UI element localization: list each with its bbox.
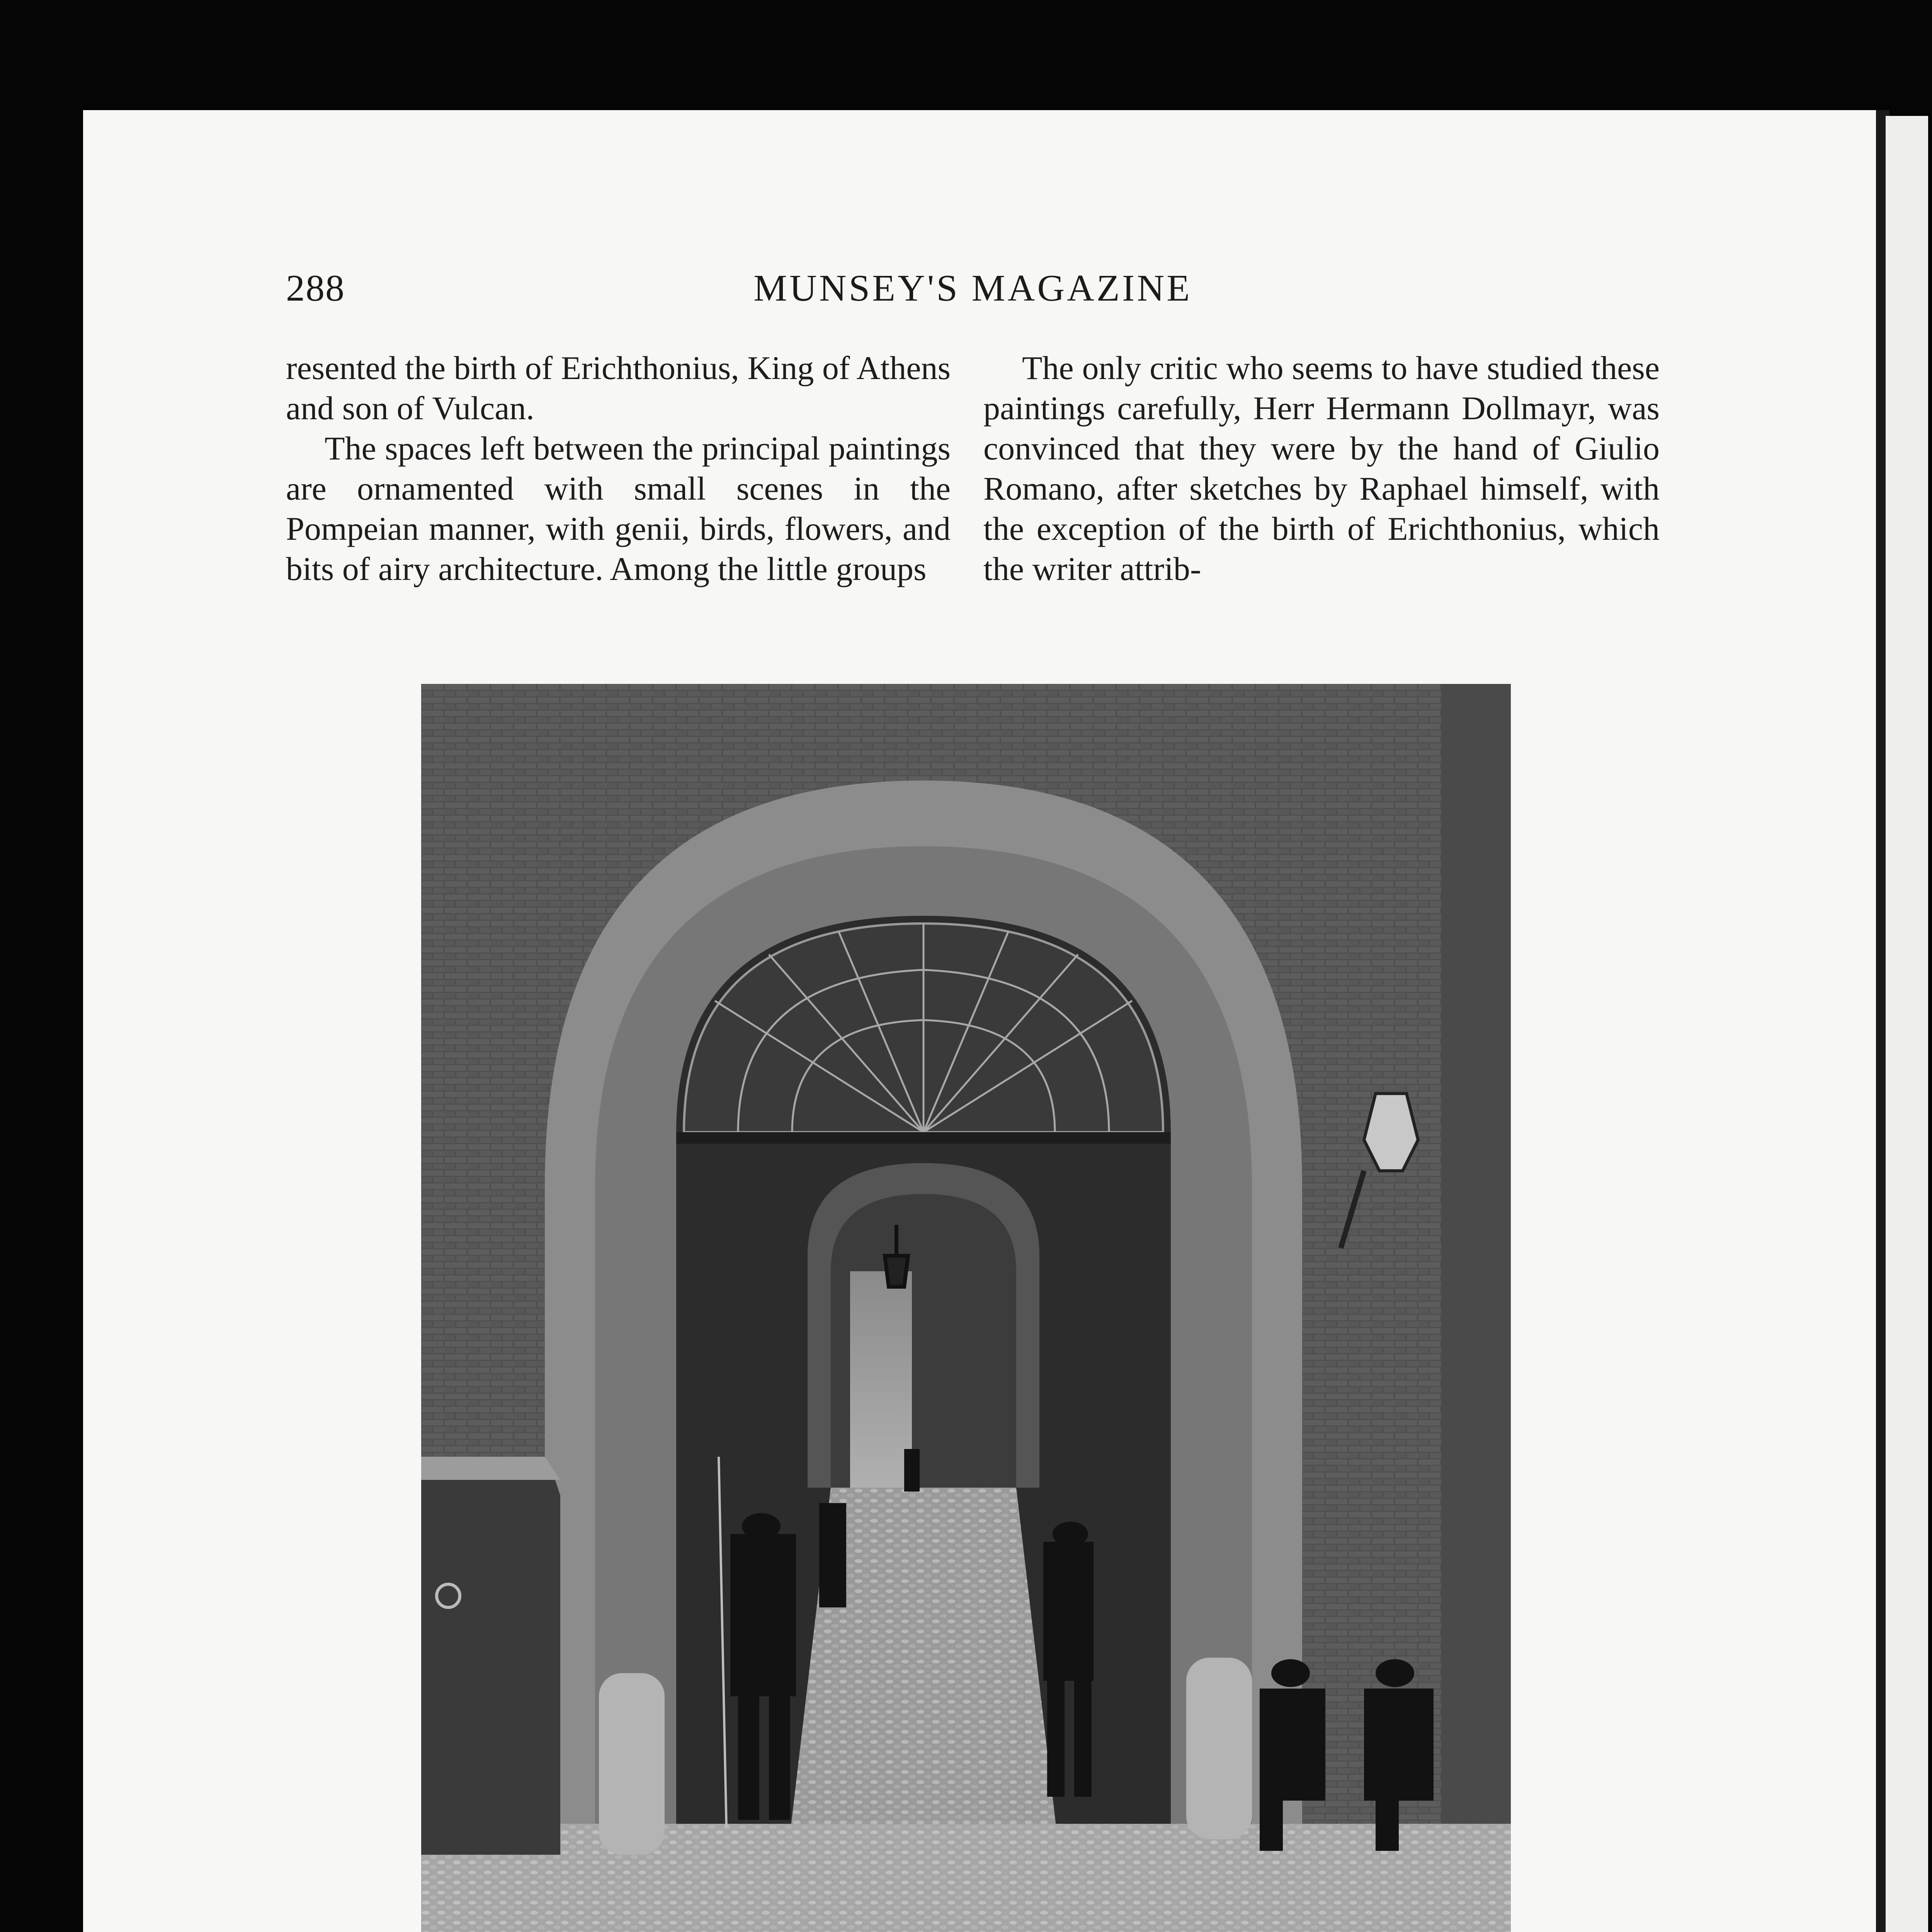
paragraph: The only critic who seems to have studied these paintings carefully, Herr Hermann Dollmayr, was convinced that they were by the hand of Giulio Romano, after sketches by Raphael himself, with the exception of the birth of Erichthonius, which the writer attrib-	[983, 349, 1660, 587]
paragraph: The spaces left between the principal paintings are ornamented with small scenes in the Pompeian manner, with genii, birds, flowers, and bits of airy architecture. Among the little groups	[286, 430, 951, 587]
top-left-column	[286, 348, 951, 589]
swiss-guard-photograph	[421, 684, 1511, 1932]
next-page-edge	[1886, 116, 1928, 1932]
page-number: 288	[286, 267, 345, 309]
photograph-illustration	[421, 684, 1511, 1932]
top-right-column	[983, 348, 1660, 589]
running-head	[286, 267, 1660, 317]
magazine-title: MUNSEY'S MAGAZINE	[753, 267, 1192, 309]
paragraph: resented the birth of Erichthonius, King of Athens and son of Vulcan.	[286, 349, 951, 427]
